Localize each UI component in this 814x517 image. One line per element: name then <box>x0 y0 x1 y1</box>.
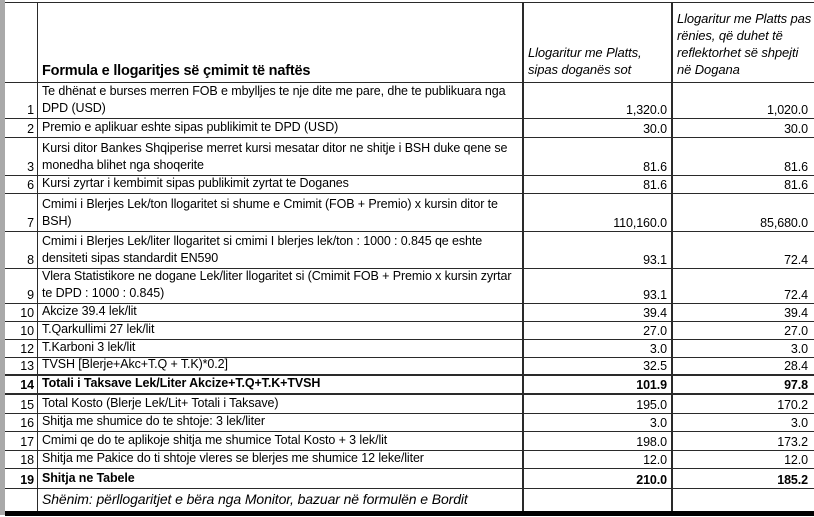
description-cell[interactable]: Shitja me Pakice do ti shtoje vleres se blerjes me shumice 12 leke/liter <box>38 451 524 468</box>
table-footer-row <box>5 489 814 511</box>
row-number-cell[interactable]: 7 <box>5 194 38 231</box>
table-row <box>5 414 814 432</box>
description-cell[interactable]: Total Kosto (Blerje Lek/Lit+ Totali i Taksave) <box>38 395 524 413</box>
value-new-cell[interactable]: 12.0 <box>784 453 808 467</box>
row-number-header-cell[interactable] <box>5 3 38 82</box>
row-number-cell[interactable] <box>5 489 38 511</box>
row-number-cell[interactable]: 3 <box>5 138 38 175</box>
row-number-cell[interactable]: 15 <box>5 395 38 413</box>
description-cell[interactable]: Vlera Statistikore ne dogane Lek/liter llogaritet si (Cmimit FOB + Premio x kursin zyrtar te DPD : 1000 : 0.845) <box>38 269 524 303</box>
table-row <box>5 395 814 414</box>
description-cell[interactable]: Totali i Taksave Lek/Liter Akcize+T.Q+T.K+TVSH <box>38 376 524 393</box>
table-row <box>5 322 814 340</box>
row-number-cell[interactable]: 18 <box>5 451 38 468</box>
value-today-cell[interactable]: 32.5 <box>524 358 673 374</box>
row-number-cell[interactable]: 9 <box>5 269 38 303</box>
table-row <box>5 304 814 322</box>
description-cell[interactable]: Akcize 39.4 lek/lit <box>38 304 524 321</box>
description-cell[interactable]: Cmimi qe do te aplikoje shitja me shumice Total Kosto + 3 lek/lit <box>38 432 524 450</box>
description-cell[interactable]: T.Karboni 3 lek/lit <box>38 340 524 357</box>
row-number-cell[interactable]: 10 <box>5 304 38 321</box>
table-row <box>5 340 814 358</box>
value-today-cell[interactable]: 198.0 <box>524 432 673 450</box>
value-today-cell[interactable]: 1,320.0 <box>524 83 673 118</box>
value-new-cell[interactable]: 72.4 <box>784 288 808 302</box>
column-header-platts-today[interactable]: Llogaritur me Platts, sipas doganës sot <box>524 3 673 82</box>
table-row <box>5 176 814 194</box>
value-today-cell[interactable]: 110,160.0 <box>524 194 673 231</box>
value-today-cell[interactable]: 3.0 <box>524 340 673 357</box>
value-new-cell[interactable]: 173.2 <box>777 435 808 449</box>
table-row <box>5 119 814 138</box>
description-cell[interactable]: Cmimi i Blerjes Lek/liter llogaritet si cmimi I blerjes lek/ton : 1000 : 0.845 qe eshte densiteti sipas standardit EN590 <box>38 232 524 268</box>
value-new-cell[interactable]: 72.4 <box>784 253 808 267</box>
table-row <box>5 138 814 176</box>
table-row <box>5 358 814 376</box>
value-new-cell[interactable]: 28.4 <box>784 359 808 373</box>
fuel-price-formula-table <box>5 2 814 516</box>
value-new-cell[interactable] <box>673 489 814 511</box>
description-cell[interactable]: Shitja ne Tabele <box>38 469 524 488</box>
value-today-cell[interactable]: 39.4 <box>524 304 673 321</box>
row-number-cell[interactable]: 16 <box>5 414 38 431</box>
value-new-cell[interactable]: 27.0 <box>784 324 808 338</box>
value-today-cell[interactable]: 93.1 <box>524 269 673 303</box>
row-number-cell[interactable]: 13 <box>5 358 38 374</box>
value-today-cell[interactable] <box>524 489 673 511</box>
row-number-cell[interactable]: 17 <box>5 432 38 450</box>
table-row <box>5 451 814 469</box>
table-row <box>5 83 814 119</box>
value-new-cell[interactable]: 85,680.0 <box>760 216 808 230</box>
value-today-cell[interactable]: 93.1 <box>524 232 673 268</box>
table-row <box>5 232 814 269</box>
row-number-cell[interactable]: 12 <box>5 340 38 357</box>
value-today-cell[interactable]: 30.0 <box>524 119 673 137</box>
column-header-platts-new[interactable]: Llogaritur me Platts pas rënies, që duhet të reflektorhet së shpejti në Dogana <box>677 11 812 77</box>
row-number-cell[interactable]: 1 <box>5 83 38 118</box>
value-today-cell[interactable]: 3.0 <box>524 414 673 431</box>
description-cell[interactable]: Te dhënat e burses merren FOB e mbylljes te nje dite me pare, dhe te publikuara nga DPD (USD) <box>38 83 524 118</box>
row-number-cell[interactable]: 19 <box>5 469 38 488</box>
table-row-board-price <box>5 469 814 489</box>
row-number-cell[interactable]: 2 <box>5 119 38 137</box>
value-new-cell[interactable]: 185.2 <box>777 473 808 487</box>
description-cell[interactable]: TVSH [Blerje+Akc+T.Q + T.K)*0.2] <box>38 358 524 374</box>
value-today-cell[interactable]: 101.9 <box>524 376 673 393</box>
value-new-cell[interactable]: 81.6 <box>784 178 808 192</box>
description-cell[interactable]: Kursi zyrtar i kembimit sipas publikimit zyrtat te Doganes <box>38 176 524 193</box>
description-cell[interactable]: T.Qarkullimi 27 lek/lit <box>38 322 524 339</box>
value-today-cell[interactable]: 195.0 <box>524 395 673 413</box>
value-today-cell[interactable]: 210.0 <box>524 469 673 488</box>
table-row-total-taxes <box>5 376 814 395</box>
value-today-cell[interactable]: 81.6 <box>524 138 673 175</box>
value-new-cell[interactable]: 30.0 <box>784 122 808 136</box>
description-cell[interactable]: Kursi ditor Bankes Shqiperise merret kursi mesatar ditor ne shitje i BSH duke qene se monedha blihet nga shoqerite <box>38 138 524 175</box>
table-title[interactable]: Formula e llogaritjes së çmimit të naftës <box>38 3 524 82</box>
description-cell[interactable]: Premio e aplikuar eshte sipas publikimit te DPD (USD) <box>38 119 524 137</box>
row-number-cell[interactable]: 8 <box>5 232 38 268</box>
table-row <box>5 432 814 451</box>
value-new-cell[interactable]: 3.0 <box>790 342 808 356</box>
table-header-row <box>5 3 814 83</box>
row-number-cell[interactable]: 6 <box>5 176 38 193</box>
value-today-cell[interactable]: 27.0 <box>524 322 673 339</box>
table-row <box>5 269 814 304</box>
row-number-cell[interactable]: 14 <box>5 376 38 393</box>
value-new-cell[interactable]: 81.6 <box>784 160 808 174</box>
description-cell[interactable]: Cmimi i Blerjes Lek/ton llogaritet si shume e Cmimit (FOB + Premio) x kursin ditor te BSH) <box>38 194 524 231</box>
value-today-cell[interactable]: 12.0 <box>524 451 673 468</box>
row-number-cell[interactable]: 10 <box>5 322 38 339</box>
description-cell[interactable]: Shitja me shumice do te shtoje: 3 lek/liter <box>38 414 524 431</box>
value-new-cell[interactable]: 97.8 <box>784 378 808 392</box>
table-row <box>5 194 814 232</box>
value-new-cell[interactable]: 1,020.0 <box>766 103 808 117</box>
footer-note[interactable]: Shënim: përllogaritjet e bëra nga Monitor, bazuar në formulën e Bordit <box>38 489 524 511</box>
value-new-cell[interactable]: 3.0 <box>790 416 808 430</box>
value-new-cell[interactable]: 39.4 <box>784 306 808 320</box>
value-new-cell[interactable]: 170.2 <box>777 398 808 412</box>
value-today-cell[interactable]: 81.6 <box>524 176 673 193</box>
